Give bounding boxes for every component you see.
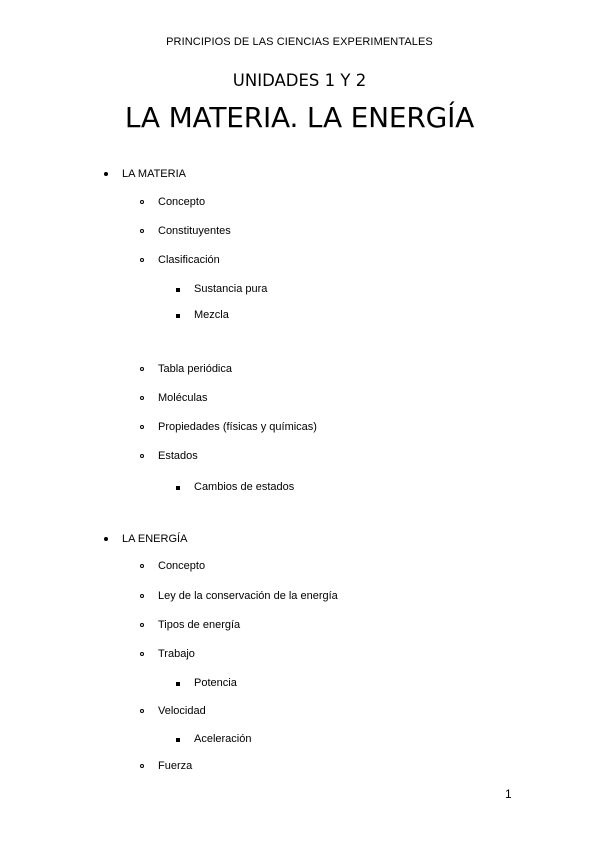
section-heading-energia: LA ENERGÍA	[122, 533, 188, 545]
circle-bullet-icon	[140, 367, 144, 371]
circle-bullet-icon	[140, 396, 144, 400]
list-item-aceleracion: Aceleración	[194, 733, 252, 745]
circle-bullet-icon	[140, 258, 144, 262]
list-item-ley-conservacion: Ley de la conservación de la energía	[158, 590, 338, 602]
document-title: LA MATERIA. LA ENERGÍA	[124, 101, 475, 134]
circle-bullet-icon	[140, 709, 144, 713]
list-item-constituyentes: Constituyentes	[158, 225, 231, 237]
list-item-trabajo: Trabajo	[158, 648, 195, 660]
list-item-tabla-periodica: Tabla periódica	[158, 363, 232, 375]
list-item-mezcla: Mezcla	[194, 309, 229, 321]
list-item-velocidad: Velocidad	[158, 705, 206, 717]
circle-bullet-icon	[140, 564, 144, 568]
circle-bullet-icon	[140, 764, 144, 768]
disc-bullet-icon	[104, 537, 108, 541]
page-number: 1	[505, 787, 512, 801]
circle-bullet-icon	[140, 454, 144, 458]
list-item-tipos-energia: Tipos de energía	[158, 619, 241, 631]
list-item-sustancia-pura: Sustancia pura	[194, 283, 268, 295]
list-item-concepto: Concepto	[158, 196, 206, 208]
list-item-estados: Estados	[158, 450, 198, 462]
square-bullet-icon	[176, 314, 180, 318]
list-item-cambios-de-estados: Cambios de estados	[194, 481, 295, 493]
circle-bullet-icon	[140, 594, 144, 598]
list-item-propiedades: Propiedades (físicas y químicas)	[158, 421, 317, 433]
circle-bullet-icon	[140, 652, 144, 656]
section-heading-materia: LA MATERIA	[122, 168, 186, 180]
square-bullet-icon	[176, 486, 180, 490]
square-bullet-icon	[176, 682, 180, 686]
running-header: PRINCIPIOS DE LAS CIENCIAS EXPERIMENTALES	[166, 36, 433, 48]
circle-bullet-icon	[140, 425, 144, 429]
list-item-moleculas: Moléculas	[158, 392, 208, 404]
list-item-clasificacion: Clasificación	[158, 254, 220, 266]
disc-bullet-icon	[104, 172, 108, 176]
circle-bullet-icon	[140, 623, 144, 627]
units-subtitle: UNIDADES 1 Y 2	[232, 71, 367, 90]
list-item-potencia: Potencia	[194, 677, 237, 689]
list-item-fuerza: Fuerza	[158, 760, 193, 772]
list-item-concepto-energia: Concepto	[158, 560, 206, 572]
square-bullet-icon	[176, 738, 180, 742]
circle-bullet-icon	[140, 229, 144, 233]
circle-bullet-icon	[140, 200, 144, 204]
square-bullet-icon	[176, 288, 180, 292]
